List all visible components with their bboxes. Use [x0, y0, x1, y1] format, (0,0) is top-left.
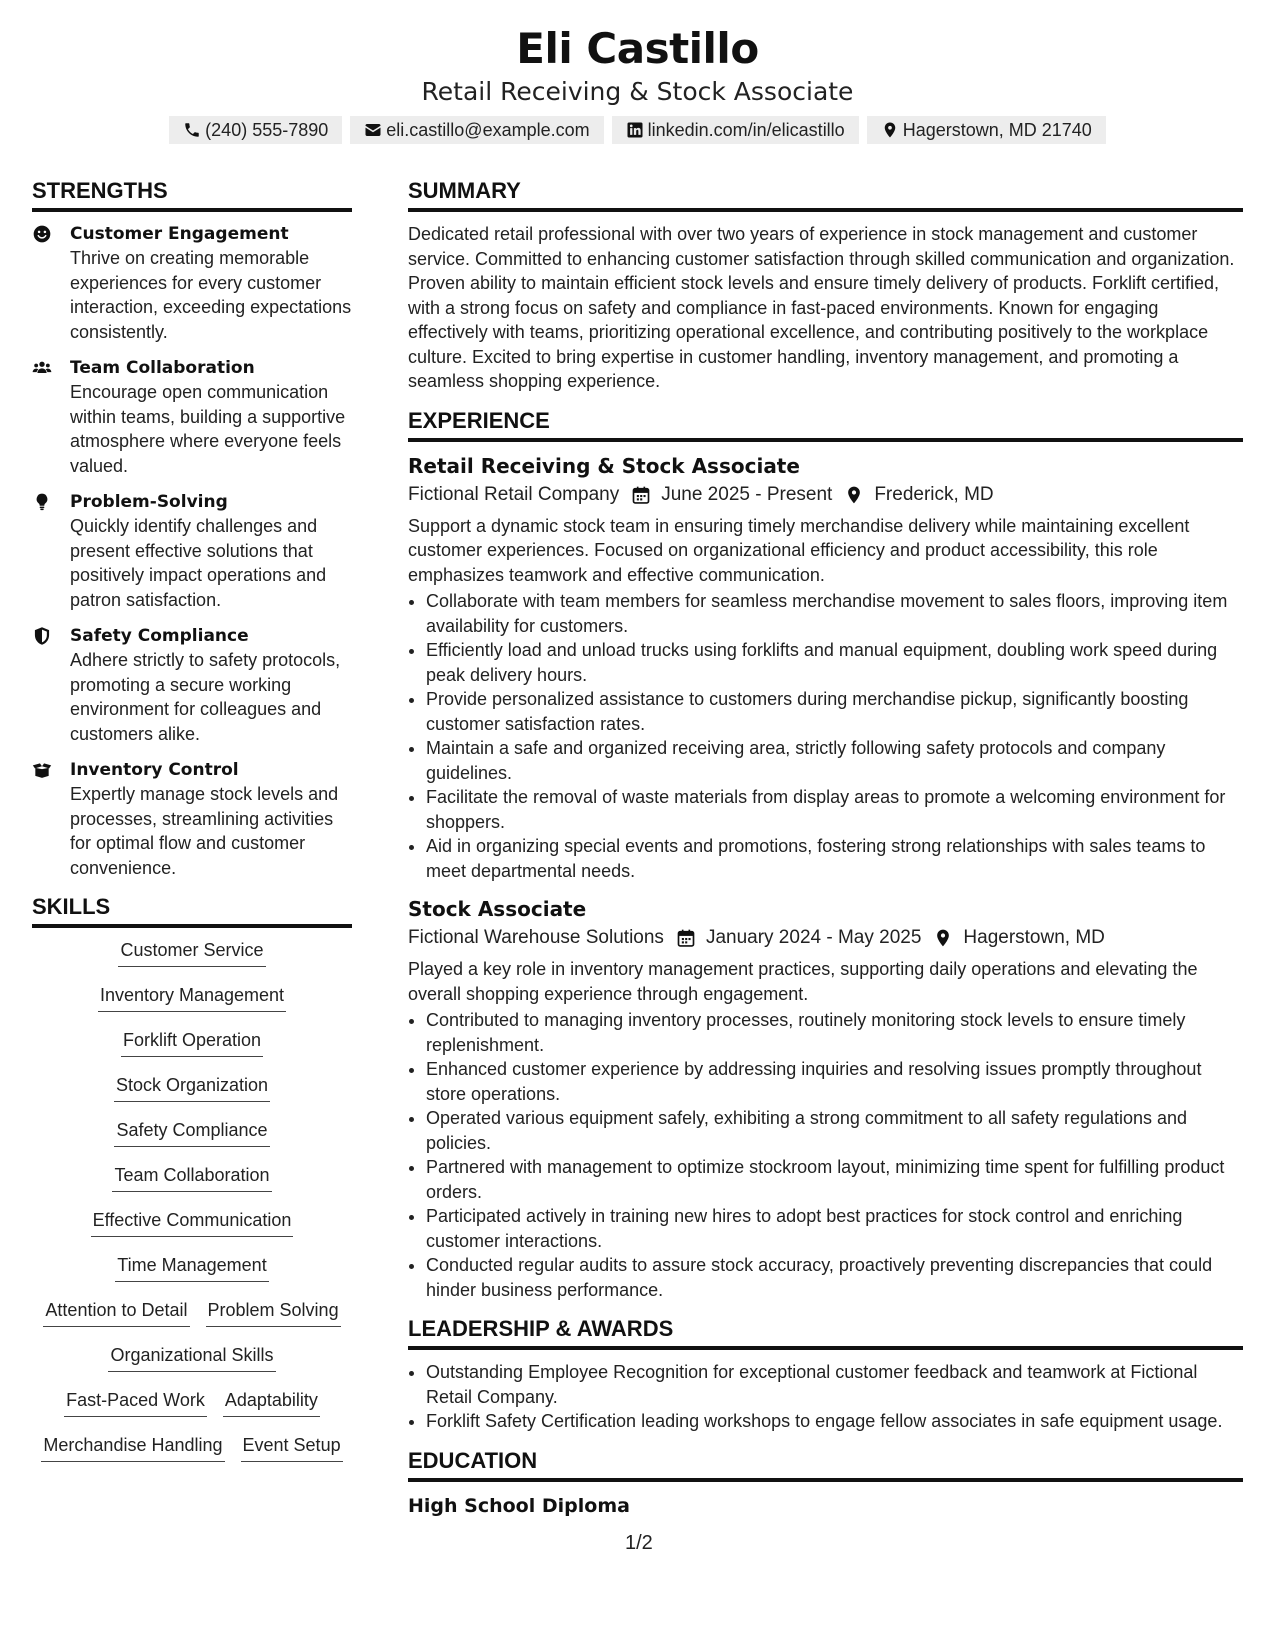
bullet-item: • Operated various equipment safely, exhibiting a strong commitment to all safety regulations and policies. [426, 1106, 1243, 1155]
smile-icon [32, 222, 70, 344]
left-column [32, 176, 352, 1478]
skill-tag: Event Setup [241, 1433, 343, 1462]
calendar-icon [631, 485, 651, 505]
strength-title: Team Collaboration [70, 358, 255, 378]
skill-tag: Problem Solving [206, 1298, 341, 1327]
skill-tag: Stock Organization [114, 1073, 270, 1102]
skill-tag: Forklift Operation [121, 1028, 263, 1057]
skill-row [32, 1388, 352, 1433]
job-dates: June 2025 - Present [661, 483, 833, 505]
contact-location-text: Hagerstown, MD 21740 [902, 119, 1092, 140]
bullet-item: • Conducted regular audits to assure stock accuracy, proactively preventing discrepancies that could hinder business performance. [426, 1253, 1243, 1302]
box-open-icon [32, 758, 70, 880]
strength-item [32, 222, 352, 344]
contact-phone-text: (240) 555-7890 [205, 119, 329, 140]
skill-row [32, 1028, 352, 1073]
leadership-heading: LEADERSHIP & AWARDS [408, 1314, 1243, 1350]
job-role: Stock Associate [408, 897, 587, 921]
strength-desc: Adhere strictly to safety protocols, promoting a secure working environment for colleagues and customers alike. [70, 650, 341, 744]
right-column [408, 176, 1243, 1520]
bullet-item: • Outstanding Employee Recognition for exceptional customer feedback and teamwork at Fictional Retail Company. [426, 1360, 1243, 1409]
contact-email-text: eli.castillo@example.com [386, 119, 590, 140]
job-meta [408, 480, 1243, 510]
job-company: Fictional Retail Company [408, 483, 620, 505]
skill-tag: Customer Service [118, 938, 265, 967]
skill-row [32, 1208, 352, 1253]
skills-list [32, 938, 352, 1478]
summary-heading: SUMMARY [408, 176, 1243, 212]
experience-heading: EXPERIENCE [408, 406, 1243, 442]
bullet-item: • Facilitate the removal of waste materials from display areas to promote a welcoming environment for shoppers. [426, 785, 1243, 834]
skill-tag: Team Collaboration [112, 1163, 271, 1192]
strength-title: Safety Compliance [70, 626, 249, 646]
education-degree: High School Diploma [408, 1494, 630, 1517]
strength-desc: Quickly identify challenges and present effective solutions that positively impact operations and patron satisfaction. [70, 516, 327, 610]
calendar-icon [676, 928, 696, 948]
contact-email[interactable] [350, 116, 603, 144]
map-pin-icon [933, 928, 953, 948]
users-icon [32, 356, 70, 478]
contact-phone[interactable] [169, 116, 342, 144]
strength-item [32, 490, 352, 612]
education-heading: EDUCATION [408, 1446, 1243, 1482]
skill-row [32, 1343, 352, 1388]
strength-item [32, 758, 352, 880]
strength-desc: Thrive on creating memorable experiences for every customer interaction, exceeding expectations consistently. [70, 248, 352, 342]
job-bullets [408, 589, 1243, 883]
contact-location [867, 116, 1106, 144]
job-meta [408, 923, 1243, 953]
bullet-item: • Partnered with management to optimize stockroom layout, minimizing time spent for fulfilling product orders. [426, 1155, 1243, 1204]
shield-icon [32, 624, 70, 746]
job-location: Hagerstown, MD [963, 927, 1105, 948]
skill-tag: Effective Communication [91, 1208, 294, 1237]
strength-item [32, 356, 352, 478]
skill-row [32, 1118, 352, 1163]
skill-row [32, 1253, 352, 1298]
resume-header [0, 0, 1275, 144]
skill-row [32, 1163, 352, 1208]
job-bullets [408, 1008, 1243, 1302]
strength-item [32, 624, 352, 746]
bullet-item: • Enhanced customer experience by addressing inquiries and resolving issues promptly throughout store operations. [426, 1057, 1243, 1106]
bullet-item: • Collaborate with team members for seamless merchandise movement to sales floors, improving item availability for customers. [426, 589, 1243, 638]
contact-bar [0, 116, 1275, 144]
job-dates: January 2024 - May 2025 [705, 927, 922, 948]
strength-title: Inventory Control [70, 760, 239, 780]
skill-tag: Merchandise Handling [41, 1433, 224, 1462]
leadership-bullets [408, 1360, 1243, 1434]
map-pin-icon [881, 121, 899, 139]
contact-linkedin[interactable] [612, 116, 859, 144]
skills-heading: SKILLS [32, 892, 352, 928]
job-description: Played a key role in inventory management practices, supporting daily operations and elevating the overall shopping experience through engagement. [408, 959, 1198, 1004]
candidate-title: Retail Receiving & Stock Associate [421, 77, 854, 106]
job-description: Support a dynamic stock team in ensuring timely merchandise delivery while maintaining excellent customer experiences. Focused on organizational efficiency and product accessibility, this role emphasizes teamwork and effective communication. [408, 515, 1190, 585]
skill-row [32, 1073, 352, 1118]
skill-tag: Organizational Skills [108, 1343, 275, 1372]
skill-tag: Fast-Paced Work [64, 1388, 207, 1417]
skill-tag: Inventory Management [98, 983, 286, 1012]
bullet-item: • Maintain a safe and organized receiving area, strictly following safety protocols and company guidelines. [426, 736, 1243, 785]
job-role: Retail Receiving & Stock Associate [408, 453, 800, 478]
strength-desc: Encourage open communication within teams, building a supportive atmosphere where everyone feels valued. [70, 382, 346, 476]
strengths-heading: STRENGTHS [32, 176, 352, 212]
linkedin-icon [626, 121, 644, 139]
strength-desc: Expertly manage stock levels and processes, streamlining activities for optimal flow and customer convenience. [70, 784, 339, 878]
job-location: Frederick, MD [874, 483, 994, 505]
bullet-item: • Forklift Safety Certification leading workshops to engage fellow associates in safe equipment usage. [426, 1409, 1243, 1434]
skill-tag: Attention to Detail [43, 1298, 189, 1327]
job-entry [408, 895, 1243, 1302]
strength-title: Problem-Solving [70, 492, 228, 512]
strength-title: Customer Engagement [70, 224, 289, 244]
map-pin-icon [844, 485, 864, 505]
bullet-item: • Provide personalized assistance to customers during merchandise pickup, significantly boosting customer satisfaction rates. [426, 687, 1243, 736]
skill-row [32, 1433, 352, 1478]
bullet-item: • Participated actively in training new hires to adopt best practices for stock control and enriching customer interactions. [426, 1204, 1243, 1253]
skill-tag: Safety Compliance [114, 1118, 269, 1147]
summary-text: Dedicated retail professional with over two years of experience in stock management and customer service. Committed to enhancing customer satisfaction through skilled communication and organization. Proven ability to maintain efficient stock levels and ensure timely delivery of products. Forklift certified, with a strong focus on safety and compliance in fast-paced environments. Known for engaging effectively with teams, prioritizing operational excellence, and contributing positively to the workplace culture. Excited to bring expertise in customer handling, inventory management, and promoting a seamless shopping experience. [408, 224, 1235, 391]
bullet-item: • Efficiently load and unload trucks using forklifts and manual equipment, doubling work speed during peak delivery hours. [426, 638, 1243, 687]
skill-tag: Time Management [115, 1253, 268, 1282]
candidate-name: Eli Castillo [516, 24, 759, 73]
page-number: 1/2 [625, 1532, 653, 1554]
bullet-item: • Contributed to managing inventory processes, routinely monitoring stock levels to ensure timely replenishment. [426, 1008, 1243, 1057]
bullet-item: • Aid in organizing special events and promotions, fostering strong relationships with sales teams to meet departmental needs. [426, 834, 1243, 883]
job-entry [408, 452, 1243, 884]
skill-row [32, 1298, 352, 1343]
skill-row [32, 983, 352, 1028]
phone-icon [183, 121, 201, 139]
skill-tag: Adaptability [223, 1388, 320, 1417]
job-company: Fictional Warehouse Solutions [408, 927, 664, 948]
envelope-icon [364, 121, 382, 139]
skill-row [32, 938, 352, 983]
contact-linkedin-text: linkedin.com/in/elicastillo [647, 119, 845, 140]
lightbulb-icon [32, 490, 70, 612]
